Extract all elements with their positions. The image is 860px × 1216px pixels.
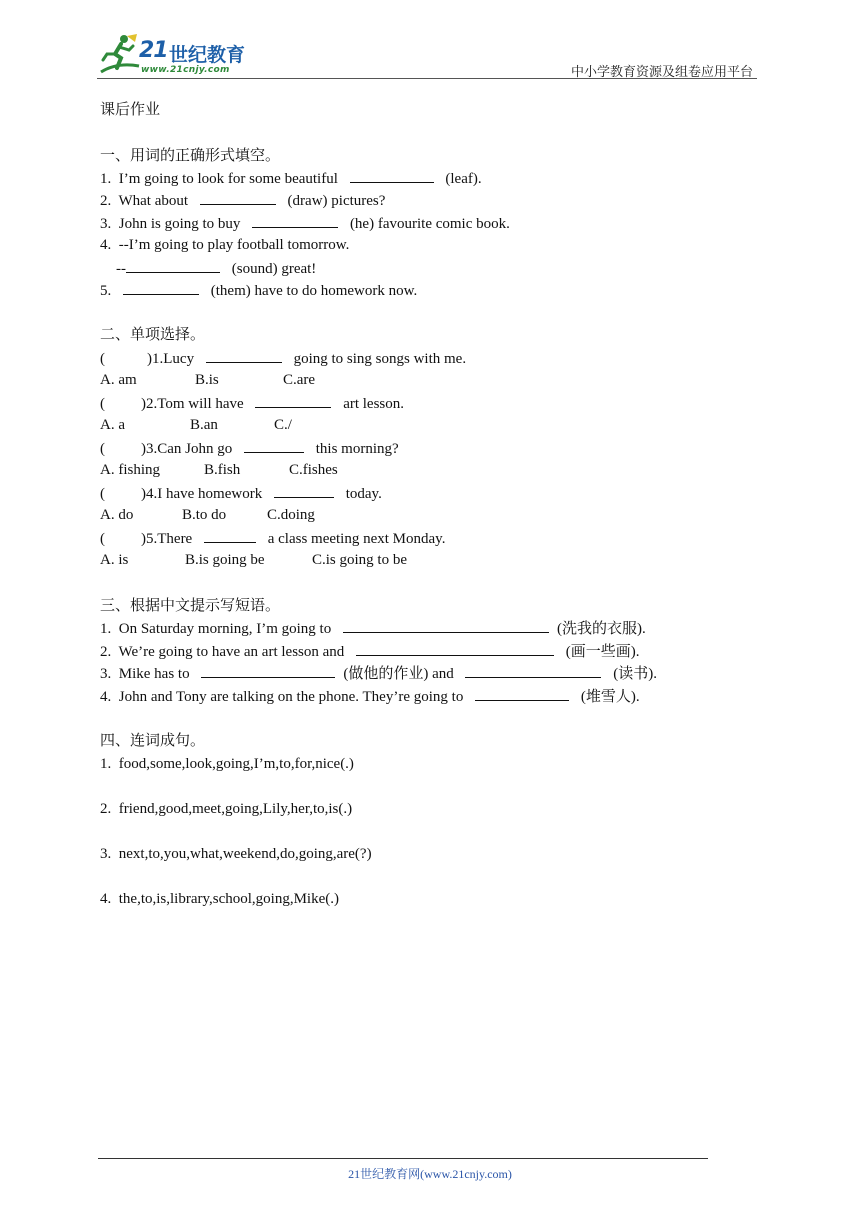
item-hint: (堆雪人). xyxy=(580,689,640,705)
answer-blank[interactable] xyxy=(255,393,331,408)
section3-item xyxy=(100,641,640,661)
section1-heading: 一、用词的正确形式填空。 xyxy=(100,148,281,164)
section3-heading: 三、根据中文提示写短语。 xyxy=(100,598,281,614)
section4-heading: 四、连词成句。 xyxy=(100,733,206,749)
item-number: 1. xyxy=(100,621,112,637)
section1-item xyxy=(100,190,385,210)
item-number: 4. xyxy=(100,237,112,253)
item-hint: (做他的作业) and xyxy=(343,666,454,682)
logo-text: 世纪教育 xyxy=(169,44,246,66)
question-text-end: art lesson. xyxy=(343,396,405,412)
worksheet-title: 课后作业 xyxy=(100,102,161,118)
question-text-end: today. xyxy=(345,486,382,502)
item-number: 4. xyxy=(100,689,112,705)
question-text-end: this morning? xyxy=(315,441,399,457)
item-text: On Saturday morning, I’m going to xyxy=(118,621,332,637)
item-text: John and Tony are talking on the phone. They’re going to xyxy=(118,689,464,705)
option-c[interactable]: C.doing xyxy=(267,507,315,523)
answer-blank[interactable] xyxy=(206,348,282,363)
answer-paren: ( xyxy=(100,351,105,367)
footer-link[interactable]: 21世纪教育网(www.21cnjy.com) xyxy=(348,1167,512,1181)
item-hint: (draw) pictures? xyxy=(287,193,386,209)
item-number: 5. xyxy=(100,283,112,299)
answer-blank[interactable] xyxy=(126,258,220,273)
section1-item xyxy=(116,258,316,278)
section1-item xyxy=(100,235,349,255)
item-hint: (he) favourite comic book. xyxy=(349,216,510,232)
question-text-end: a class meeting next Monday. xyxy=(267,531,446,547)
option-b[interactable]: B.fish xyxy=(204,462,241,478)
item-number: 3. xyxy=(100,846,112,862)
item-number: 2. xyxy=(100,644,112,660)
option-c[interactable]: C.are xyxy=(283,372,316,388)
item-text: the,to,is,library,school,going,Mike(.) xyxy=(118,891,339,907)
answer-paren: ( xyxy=(100,441,105,457)
item-hint: (sound) great! xyxy=(231,261,317,277)
section3-item xyxy=(100,686,640,706)
platform-title: 中小学教育资源及组卷应用平台 xyxy=(570,64,753,79)
item-number: 3. xyxy=(100,216,112,232)
header-divider xyxy=(97,78,757,79)
answer-blank[interactable] xyxy=(356,641,554,656)
item-number: 2. xyxy=(100,801,112,817)
item-number: 2. xyxy=(100,193,112,209)
item-text: What about xyxy=(118,193,189,209)
mc-question xyxy=(100,528,445,548)
option-a[interactable]: A. fishing xyxy=(100,462,160,478)
answer-blank[interactable] xyxy=(201,663,335,678)
item-text: -- xyxy=(116,261,126,277)
section4-item xyxy=(100,754,354,774)
question-text: )2.Tom will have xyxy=(141,396,244,412)
section1-item xyxy=(100,280,417,300)
item-text: Mike has to xyxy=(118,666,190,682)
runner-logo-icon xyxy=(97,32,143,76)
option-c[interactable]: C.fishes xyxy=(289,462,338,478)
option-b[interactable]: B.is going be xyxy=(185,552,265,568)
answer-blank[interactable] xyxy=(244,438,304,453)
option-b[interactable]: B.is xyxy=(195,372,219,388)
section4-item xyxy=(100,844,372,864)
answer-blank[interactable] xyxy=(350,168,434,183)
footer-divider xyxy=(98,1158,708,1159)
section2-heading: 二、单项选择。 xyxy=(100,327,206,343)
answer-paren: ( xyxy=(100,396,105,412)
answer-blank[interactable] xyxy=(252,213,338,228)
item-number: 1. xyxy=(100,171,112,187)
section1-item xyxy=(100,168,482,188)
item-hint: (读书). xyxy=(613,666,657,682)
mc-question xyxy=(100,348,466,368)
answer-blank[interactable] xyxy=(465,663,601,678)
answer-blank[interactable] xyxy=(475,686,569,701)
option-b[interactable]: B.to do xyxy=(182,507,227,523)
section4-item xyxy=(100,889,339,909)
section1-item xyxy=(100,213,510,233)
logo-url: www.21cnjy.com xyxy=(141,65,230,75)
option-a[interactable]: A. a xyxy=(100,417,125,433)
item-text: --I’m going to play football tomorrow. xyxy=(118,237,350,253)
section4-item xyxy=(100,799,352,819)
item-hint: (them) have to do homework now. xyxy=(210,283,418,299)
answer-paren: ( xyxy=(100,531,105,547)
logo-number: 21 xyxy=(139,38,168,63)
mc-question xyxy=(100,483,382,503)
item-hint: (画一些画). xyxy=(565,644,640,660)
answer-blank[interactable] xyxy=(274,483,334,498)
answer-blank[interactable] xyxy=(200,190,276,205)
page-header xyxy=(97,30,755,80)
question-text: )5.There xyxy=(141,531,193,547)
question-text: )4.I have homework xyxy=(141,486,263,502)
item-number: 4. xyxy=(100,891,112,907)
answer-paren: ( xyxy=(100,486,105,502)
answer-blank[interactable] xyxy=(204,528,256,543)
answer-blank[interactable] xyxy=(343,618,549,633)
item-text: We’re going to have an art lesson and xyxy=(118,644,345,660)
section3-item xyxy=(100,618,646,638)
item-text: I’m going to look for some beautiful xyxy=(118,171,338,187)
item-text: next,to,you,what,weekend,do,going,are(?) xyxy=(118,846,372,862)
answer-blank[interactable] xyxy=(123,280,199,295)
item-hint: (洗我的衣服). xyxy=(556,621,646,637)
option-a[interactable]: A. am xyxy=(100,372,137,388)
item-hint: (leaf). xyxy=(445,171,482,187)
item-text: John is going to buy xyxy=(118,216,241,232)
item-text: food,some,look,going,I’m,to,for,nice(.) xyxy=(118,756,354,772)
item-number: 1. xyxy=(100,756,112,772)
site-logo xyxy=(97,32,267,78)
mc-question xyxy=(100,393,404,413)
option-a[interactable]: A. is xyxy=(100,552,129,568)
section3-item xyxy=(100,663,657,683)
option-c[interactable]: C./ xyxy=(274,417,292,433)
option-a[interactable]: A. do xyxy=(100,507,134,523)
question-text: )1.Lucy xyxy=(147,351,195,367)
option-c[interactable]: C.is going to be xyxy=(312,552,408,568)
question-text: )3.Can John go xyxy=(141,441,233,457)
mc-question xyxy=(100,438,399,458)
question-text-end: going to sing songs with me. xyxy=(293,351,467,367)
item-number: 3. xyxy=(100,666,112,682)
item-text: friend,good,meet,going,Lily,her,to,is(.) xyxy=(118,801,353,817)
option-b[interactable]: B.an xyxy=(190,417,218,433)
